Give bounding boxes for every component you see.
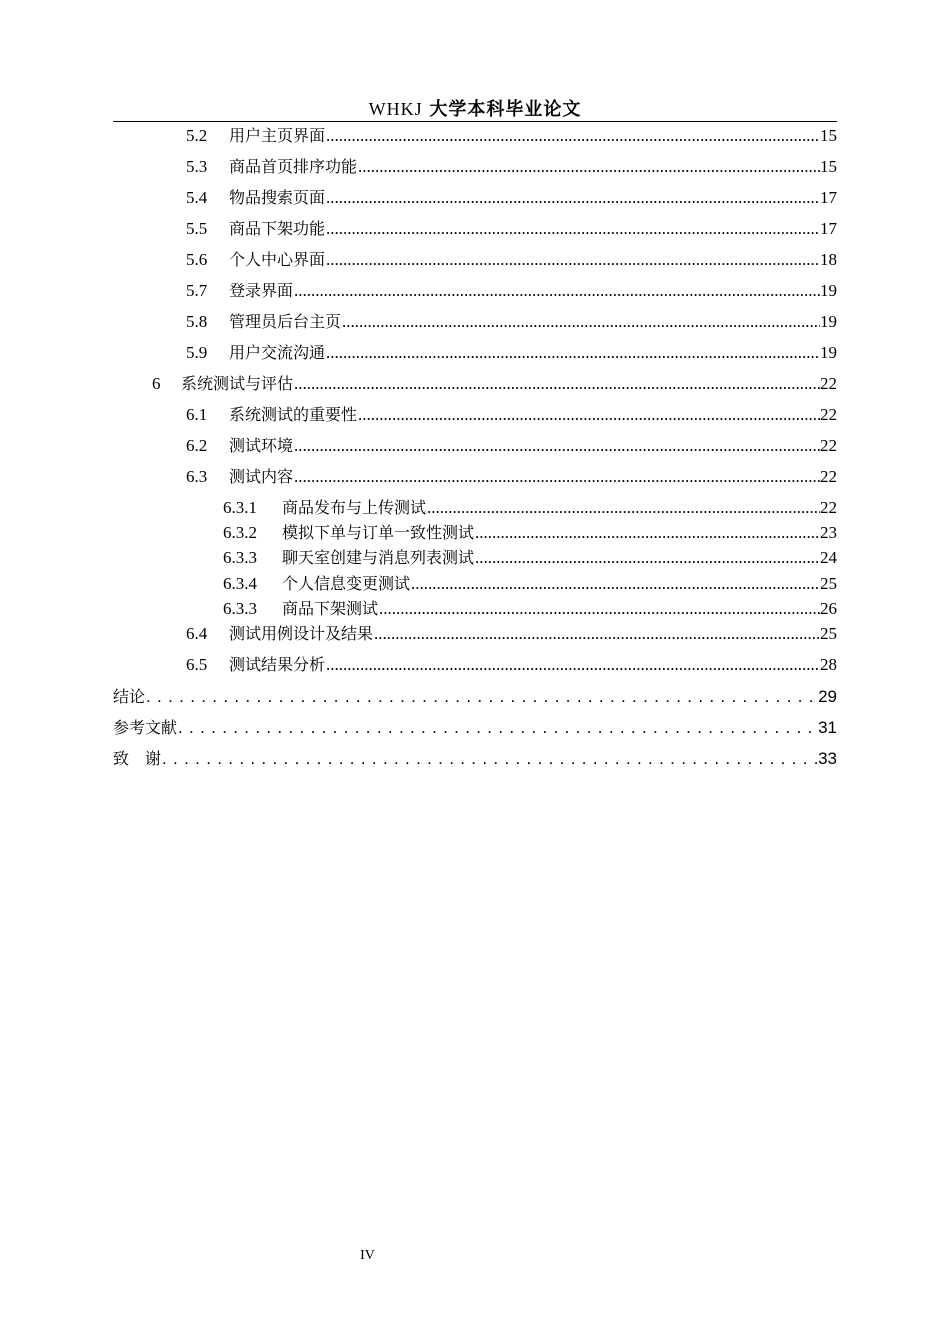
toc-entry-number: 5.5 (186, 219, 208, 238)
toc-entry[interactable] (186, 342, 837, 364)
toc-entry-title: 测试用例设计及结果 (229, 624, 374, 643)
toc-entry-number: 6.3.3 (223, 599, 257, 618)
toc-entry-page: 24 (820, 548, 837, 567)
toc-entry[interactable] (186, 466, 837, 488)
toc-entry-number: 6.3.2 (223, 523, 257, 542)
toc-leader-dots (358, 156, 820, 178)
toc-entry-title: 商品下架测试 (282, 599, 379, 618)
toc-entry-page: 25 (820, 574, 837, 593)
toc-entry-title: 商品下架功能 (229, 219, 326, 238)
toc-leader-dots (294, 280, 820, 302)
toc-entry-title: 个人中心界面 (229, 250, 326, 269)
toc-leader-dots (342, 311, 820, 333)
toc-entry-title: 商品首页排序功能 (229, 157, 358, 176)
toc-leader-dots (326, 342, 820, 364)
toc-references-entry[interactable] (113, 717, 837, 740)
toc-conclusion-entry[interactable] (113, 686, 837, 709)
toc-entry-title: 用户交流沟通 (229, 343, 326, 362)
toc-entry-title: 系统测试与评估 (181, 374, 294, 393)
toc-entry-title: 聊天室创建与消息列表测试 (282, 548, 475, 567)
toc-entry-page: 17 (820, 188, 837, 207)
toc-entry-title: 用户主页界面 (229, 126, 326, 145)
toc-leader-dots (427, 497, 820, 519)
toc-entry-page: 19 (820, 343, 837, 362)
toc-entry-title: 个人信息变更测试 (282, 574, 411, 593)
toc-entry[interactable] (186, 280, 837, 302)
toc-entry-title: 商品发布与上传测试 (282, 498, 427, 517)
toc-entry-page: 17 (820, 219, 837, 238)
toc-leader-dots (358, 404, 820, 426)
header-institution-code: WHKJ (368, 99, 423, 119)
toc-entry-number: 6.3.4 (223, 574, 257, 593)
toc-entry-number: 5.8 (186, 312, 208, 331)
toc-entry[interactable] (186, 218, 837, 240)
toc-acknowledgements-entry[interactable] (113, 748, 837, 771)
toc-entry-number: 5.7 (186, 281, 208, 300)
toc-leader-dots (326, 654, 820, 676)
toc-entry[interactable] (186, 404, 837, 426)
toc-leader-dots (162, 748, 818, 770)
toc-subsection-entry[interactable] (223, 573, 837, 595)
toc-subsection-entry[interactable] (223, 547, 837, 569)
toc-entry-page: 19 (820, 281, 837, 300)
toc-subsection-entry[interactable] (223, 598, 837, 620)
toc-entry-page: 19 (820, 312, 837, 331)
toc-entry[interactable] (186, 249, 837, 271)
toc-entry-page: 15 (820, 126, 837, 145)
toc-entry-page: 25 (820, 624, 837, 643)
toc-entry-page: 22 (820, 374, 837, 393)
toc-entry-number: 6.3.3 (223, 548, 257, 567)
toc-entry[interactable] (186, 654, 837, 676)
toc-leader-dots (374, 623, 820, 645)
toc-leader-dots (475, 522, 820, 544)
toc-entry-number: 5.6 (186, 250, 208, 269)
toc-entry-title: 模拟下单与订单一致性测试 (282, 523, 475, 542)
toc-entry-title: 致 谢 (113, 751, 162, 768)
toc-subsection-entry[interactable] (223, 522, 837, 544)
toc-entry-page: 23 (820, 523, 837, 542)
toc-entry-number: 6 (152, 374, 161, 393)
toc-entry-page: 22 (820, 498, 837, 517)
toc-entry-page: 29 (818, 687, 837, 706)
page-number: IV (360, 1248, 375, 1263)
toc-entry-page: 22 (820, 436, 837, 455)
toc-entry[interactable] (186, 435, 837, 457)
toc-entry-number: 6.3.1 (223, 498, 257, 517)
toc-entry-page: 22 (820, 405, 837, 424)
toc-entry-title: 测试环境 (229, 436, 294, 455)
toc-entry-page: 15 (820, 157, 837, 176)
toc-leader-dots (326, 218, 820, 240)
toc-entry-page: 26 (820, 599, 837, 618)
toc-entry-title: 系统测试的重要性 (229, 405, 358, 424)
toc-entry[interactable] (186, 125, 837, 147)
toc-leader-dots (294, 435, 820, 457)
toc-subsection-entry[interactable] (223, 497, 837, 519)
toc-entry-page: 22 (820, 467, 837, 486)
toc-leader-dots (475, 547, 820, 569)
toc-chapter-entry[interactable] (152, 373, 837, 395)
toc-leader-dots (294, 466, 820, 488)
toc-entry-title: 测试内容 (229, 467, 294, 486)
toc-leader-dots (411, 573, 820, 595)
toc-entry[interactable] (186, 187, 837, 209)
toc-entry-title: 管理员后台主页 (229, 312, 342, 331)
toc-entry-title: 测试结果分析 (229, 655, 326, 674)
toc-entry-number: 5.2 (186, 126, 208, 145)
toc-entry[interactable] (186, 156, 837, 178)
toc-entry[interactable] (186, 623, 837, 645)
toc-entry-title: 结论 (113, 689, 146, 706)
toc-entry-title: 物品搜索页面 (229, 188, 326, 207)
toc-leader-dots (146, 686, 818, 708)
toc-entry-page: 33 (818, 749, 837, 768)
toc-entry-number: 6.4 (186, 624, 208, 643)
toc-entry-number: 6.1 (186, 405, 208, 424)
toc-entry-number: 6.5 (186, 655, 208, 674)
toc-entry-page: 31 (818, 718, 837, 737)
toc-leader-dots (326, 187, 820, 209)
toc-entry[interactable] (186, 311, 837, 333)
toc-entry-page: 18 (820, 250, 837, 269)
toc-leader-dots (326, 249, 820, 271)
toc-leader-dots (379, 598, 820, 620)
toc-entry-title: 参考文献 (113, 720, 178, 737)
toc-entry-title: 登录界面 (229, 281, 294, 300)
toc-entry-page: 28 (820, 655, 837, 674)
toc-entry-number: 6.2 (186, 436, 208, 455)
toc-leader-dots (326, 125, 820, 147)
toc-entry-number: 5.9 (186, 343, 208, 362)
toc-entry-number: 5.4 (186, 188, 208, 207)
toc-entry-number: 6.3 (186, 467, 208, 486)
toc-entry-number: 5.3 (186, 157, 208, 176)
toc-leader-dots (178, 717, 818, 739)
toc-leader-dots (294, 373, 820, 395)
header-document-type: 大学本科毕业论文 (429, 99, 582, 120)
